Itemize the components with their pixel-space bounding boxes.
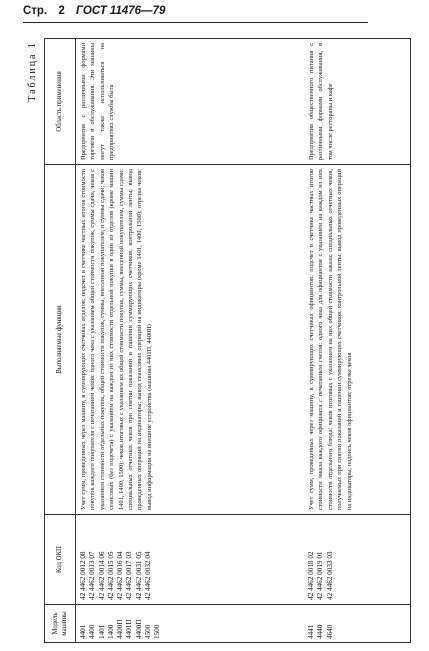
code-item: 42 4462 0018 02 [307,551,315,600]
table-row [76,39,300,643]
code-item: 42 4462 0012 08 [79,551,87,600]
model-item: 4640 [325,624,334,639]
model-item: 4500 [144,624,153,639]
column-header-area: Область применения [45,39,76,165]
code-item: 42 4462 0014 06 [97,551,106,600]
table-row [299,39,411,643]
model-cell [76,605,300,643]
model-item: 4441 [307,624,315,639]
code-item: 42 4462 0016 04 [116,551,125,600]
code-item: 42 4462 0015 05 [106,551,115,600]
model-item: 1500 [153,624,162,639]
model-item: 4440 [316,624,325,639]
code-item: 42 4462 0013 07 [88,551,97,600]
area-cell: Предприятия общественного питания с различными формами обслуживания, в том числе рестораны и кафе [299,39,411,165]
code-item: 42 4462 0032 04 [144,551,153,600]
code-item: 42 4462 0033 03 [325,551,334,600]
code-item: 42 4462 0031 05 [134,551,143,600]
rotated-page-content [26,39,412,643]
code-item: 42 4462 0017 03 [125,551,134,600]
model-item: 4400П [116,619,125,639]
model-item: 1401 [97,624,106,639]
model-item: 4401 [79,624,87,639]
column-header-code: Код ОКП [45,515,76,605]
area-cell: Предприятия с различными формами торговли и обслуживания. Эти машины могут также использоваться на предприятиях службы быта [76,39,300,165]
table-header-row [45,39,76,643]
code-item: 42 4462 0019 01 [316,551,325,600]
model-item: 4400П [134,619,143,639]
header-rule [23,22,368,23]
code-cell [76,515,300,605]
column-header-functions: Выполняемые функции [45,165,76,515]
page-label: Стр. [23,5,48,17]
model-item: 4400 [88,624,97,639]
column-header-model: Модель машины [45,605,76,643]
functions-table [44,38,411,643]
model-item: 1400 [106,624,115,639]
standard-number: ГОСТ 11476—79 [75,5,166,17]
code-cell [299,515,411,605]
table-caption: Таблица 1 [27,41,38,102]
model-cell [299,605,411,643]
page-number: 2 [58,5,65,17]
functions-cell: Учет сумм, проведенных через машину, в суммирующих счетчиках официантов; подсчет в счетчике частных итогов стоимости заказа каждого официанта с печатанием счетов: одного чека для официантов с указанием на каждом из них стоимости отдельного блюда; чеков итоговых с указанием на них общей стоимости заказа; специальных отчетных чеков, получаемых при снятии показаний и гашении суммирующих счетчиков; контрольной ленты; вывод проведенных операций на индикаторы; надпись чеков официантов; отрезка чеков [299,165,411,515]
functions-cell: Учет сумм, проведенных через машину, в суммирующих счетчиках отделов; подсчет в счетчике частных итогов стоимости покупок каждого покупателя с печатанием чеков: одного чека с указанием общей стоимости покупок, суммы сдачи, чеков с указанием стоимости отдельных покупок, общей стоимости покупок, суммы, внесенной покупателем, и суммы сдачи; чеков сеансовых (без подсчета) с указанием на каждом из них стоимости отдельной покупки в один из отделов (кроме машин 1401, 1400, 1500); чеков итоговых с указанием их общей стоимости покупок, суммы, внесенной покупателем, суммы сдачи; специальных отчетных чеков при снятии показаний и гашении суммирующих счетчиков; контрольной ленты; вывод проведенных операций на индикаторы; вывод сеансовых операций на индикаторы (кроме 1401, 1400, 1500); отрезка чеков; вывод информации на внешние устройства (машины 4401П, 4400П) [76,165,300,515]
model-item: 4401П [125,619,134,639]
